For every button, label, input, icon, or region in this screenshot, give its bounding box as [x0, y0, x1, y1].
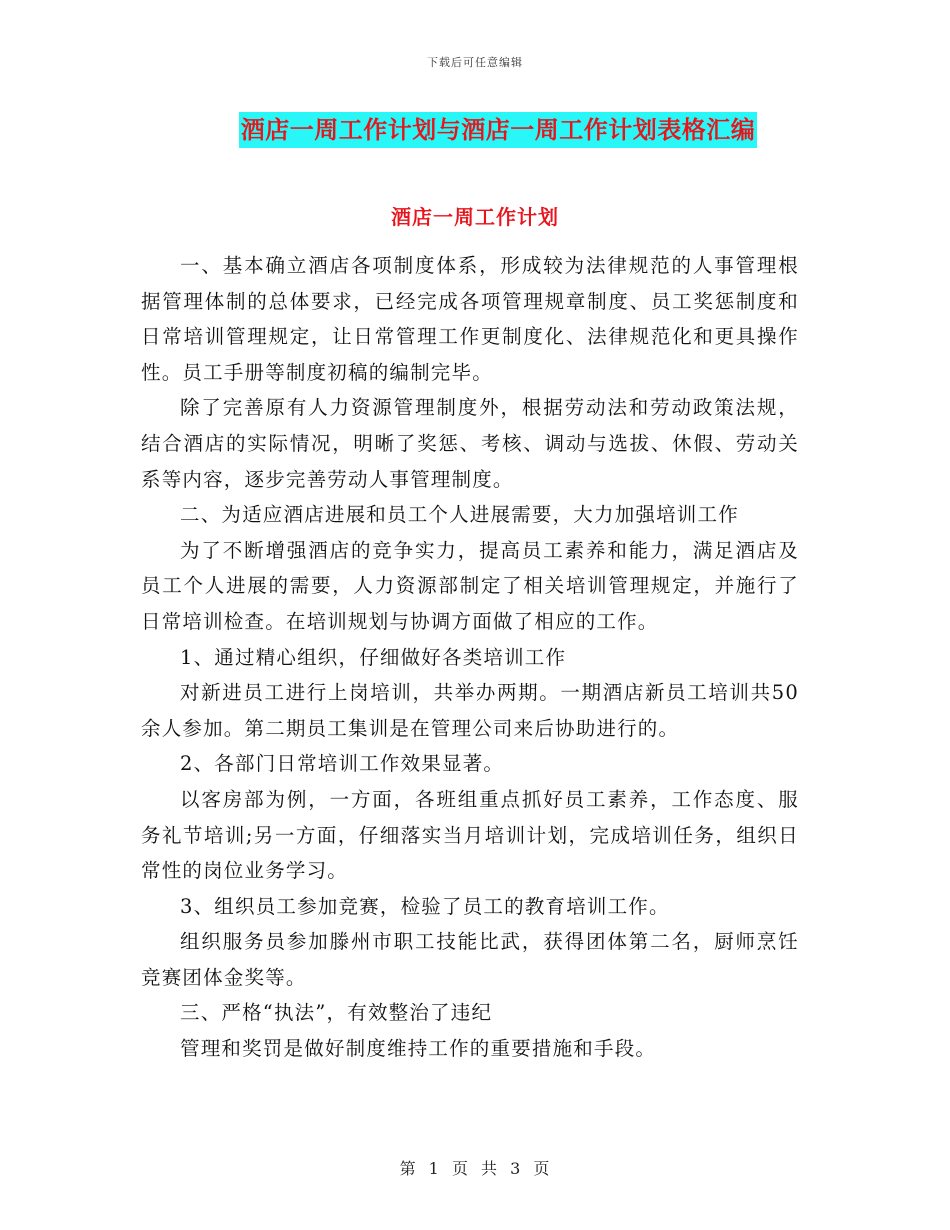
paragraph: 二、为适应酒店进展和员工个人进展需要，大力加强培训工作 — [180, 503, 739, 527]
main-title: 酒店一周工作计划与酒店一周工作计划表格汇编 — [239, 112, 758, 148]
paragraph: 对新进员工进行上岗培训，共举办两期。一期酒店新员工培训共50余人参加。第二期员工集训是在管理公司来后协助进行的。 — [141, 681, 799, 740]
document-body — [141, 248, 799, 1067]
paragraph: 3、组织员工参加竞赛，检验了员工的教育培训工作。 — [180, 894, 670, 918]
paragraph: 一、基本确立酒店各项制度体系，形成较为法律规范的人事管理根据管理体制的总体要求，已经完成各项管理规章制度、员工奖惩制度和日常培训管理规定，让日常管理工作更制度化、法律规范化和更具操作性。员工手册等制度初稿的编制完毕。 — [141, 254, 799, 384]
paragraph: 除了完善原有人力资源管理制度外，根据劳动法和劳动政策法规，结合酒店的实际情况，明晰了奖惩、考核、调动与选拔、休假、劳动关系等内容，逐步完善劳动人事管理制度。 — [141, 396, 799, 491]
page-footer: 第 1 页 共 3 页 — [399, 1159, 551, 1178]
paragraph: 组织服务员参加滕州市职工技能比武，获得团体第二名，厨师烹饪竞赛团体金奖等。 — [141, 930, 799, 989]
section-title: 酒店一周工作计划 — [391, 205, 559, 229]
paragraph: 为了不断增强酒店的竞争实力，提高员工素养和能力，满足酒店及员工个人进展的需要，人力资源部制定了相关培训管理规定，并施行了日常培训检查。在培训规划与协调方面做了相应的工作。 — [141, 538, 799, 633]
paragraph: 1、通过精心组织，仔细做好各类培训工作 — [180, 645, 567, 669]
paragraph: 以客房部为例，一方面，各班组重点抓好员工素养，工作态度、服务礼节培训;另一方面，仔细落实当月培训计划，完成培训任务，组织日常性的岗位业务学习。 — [141, 787, 799, 883]
header-note: 下载后可任意编辑 — [427, 56, 523, 69]
main-title-container — [0, 112, 950, 148]
paragraph: 2、各部门日常培训工作效果显著。 — [180, 752, 505, 776]
paragraph: 管理和奖罚是做好制度维持工作的重要措施和手段。 — [180, 1037, 657, 1061]
paragraph: 三、严格“执法”，有效整治了违纪 — [180, 1001, 493, 1025]
